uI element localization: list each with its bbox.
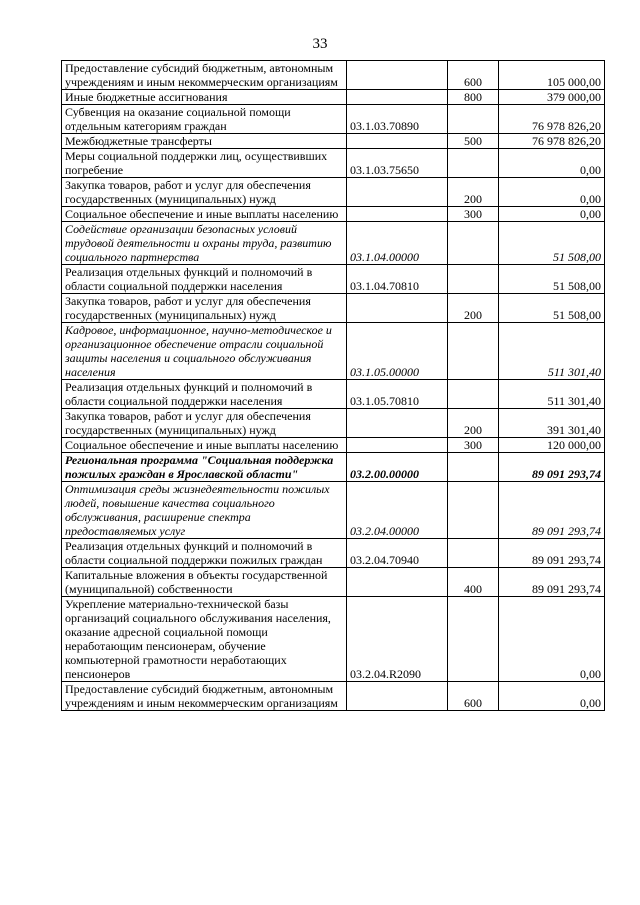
row-amount-text: 391 301,40	[547, 423, 601, 437]
row-amount-cell	[499, 323, 605, 380]
row-target-code-cell	[347, 682, 448, 711]
row-amount-text: 76 978 826,20	[532, 134, 601, 148]
row-target-code-text: 03.1.03.70890	[350, 119, 419, 133]
row-amount-cell	[499, 682, 605, 711]
row-amount-cell	[499, 149, 605, 178]
row-amount-cell	[499, 380, 605, 409]
row-target-code-cell	[347, 539, 448, 568]
table-row	[62, 222, 605, 265]
table-row	[62, 105, 605, 134]
row-amount-cell	[499, 134, 605, 149]
row-target-code-cell	[347, 90, 448, 105]
row-amount-cell	[499, 482, 605, 539]
row-amount-text: 89 091 293,74	[532, 582, 601, 596]
page-number: 33	[312, 36, 328, 52]
row-expense-type-cell	[448, 453, 499, 482]
row-expense-type-cell	[448, 409, 499, 438]
row-amount-text: 0,00	[580, 207, 601, 221]
row-amount-text: 51 508,00	[553, 308, 601, 322]
row-expense-type-text: 200	[464, 423, 482, 437]
table-row	[62, 90, 605, 105]
row-target-code-cell	[347, 105, 448, 134]
table-row	[62, 149, 605, 178]
row-expense-type-cell	[448, 265, 499, 294]
row-target-code-text: 03.2.04.R2090	[350, 667, 422, 681]
row-name-cell: Социальное обеспечение и иные выплаты населению	[62, 438, 347, 453]
row-expense-type-text: 300	[464, 207, 482, 221]
row-amount-text: 0,00	[580, 696, 601, 710]
row-amount-text: 511 301,40	[547, 394, 601, 408]
row-amount-text: 120 000,00	[547, 438, 601, 452]
row-expense-type-text: 300	[464, 438, 482, 452]
row-expense-type-text: 400	[464, 582, 482, 596]
row-amount-text: 0,00	[580, 667, 601, 681]
row-name-cell: Социальное обеспечение и иные выплаты населению	[62, 207, 347, 222]
row-amount-cell	[499, 105, 605, 134]
table-row	[62, 482, 605, 539]
row-target-code-cell	[347, 323, 448, 380]
row-amount-text: 105 000,00	[547, 75, 601, 89]
row-name-cell: Предоставление субсидий бюджетным, автономным учреждениям и иным некоммерческим организациям	[62, 61, 347, 90]
row-expense-type-cell	[448, 568, 499, 597]
row-name-cell: Региональная программа "Социальная поддержка пожилых граждан в Ярославской области"	[62, 453, 347, 482]
row-name-cell: Содействие организации безопасных условий трудовой деятельности и охраны труда, развитию социального партнерства	[62, 222, 347, 265]
table-row	[62, 568, 605, 597]
row-amount-cell	[499, 294, 605, 323]
row-expense-type-text: 800	[464, 90, 482, 104]
row-amount-cell	[499, 61, 605, 90]
row-amount-cell	[499, 568, 605, 597]
row-expense-type-text: 600	[464, 75, 482, 89]
row-name-cell: Иные бюджетные ассигнования	[62, 90, 347, 105]
row-expense-type-cell	[448, 134, 499, 149]
row-expense-type-cell	[448, 482, 499, 539]
row-expense-type-text: 200	[464, 308, 482, 322]
row-amount-text: 89 091 293,74	[532, 524, 601, 538]
row-target-code-cell	[347, 178, 448, 207]
row-name-cell: Меры социальной поддержки лиц, осуществивших погребение	[62, 149, 347, 178]
row-amount-text: 0,00	[580, 163, 601, 177]
table-row	[62, 207, 605, 222]
row-expense-type-cell	[448, 539, 499, 568]
row-expense-type-cell	[448, 90, 499, 105]
row-amount-cell	[499, 265, 605, 294]
row-target-code-cell	[347, 409, 448, 438]
row-name-cell: Реализация отдельных функций и полномочий в области социальной поддержки пожилых граждан	[62, 539, 347, 568]
row-name-cell: Закупка товаров, работ и услуг для обеспечения государственных (муниципальных) нужд	[62, 294, 347, 323]
row-amount-cell	[499, 222, 605, 265]
row-target-code-cell	[347, 222, 448, 265]
row-target-code-text: 03.1.04.70810	[350, 279, 419, 293]
row-target-code-cell	[347, 61, 448, 90]
row-target-code-cell	[347, 265, 448, 294]
row-target-code-text: 03.2.04.00000	[350, 524, 419, 538]
row-name-cell: Оптимизация среды жизнедеятельности пожилых людей, повышение качества социального обслуживания, расширение спектра предоставляемых услуг	[62, 482, 347, 539]
row-amount-text: 51 508,00	[553, 279, 601, 293]
row-amount-cell	[499, 207, 605, 222]
row-expense-type-cell	[448, 207, 499, 222]
row-name-cell: Кадровое, информационное, научно-методическое и организационное обеспечение отрасли социальной защиты населения и социального обслуживания населения	[62, 323, 347, 380]
table-row	[62, 539, 605, 568]
row-expense-type-text: 200	[464, 192, 482, 206]
row-target-code-cell	[347, 597, 448, 682]
table-row	[62, 380, 605, 409]
row-name-cell: Субвенция на оказание социальной помощи отдельным категориям граждан	[62, 105, 347, 134]
row-expense-type-cell	[448, 105, 499, 134]
row-expense-type-cell	[448, 682, 499, 711]
row-amount-cell	[499, 178, 605, 207]
row-amount-cell	[499, 539, 605, 568]
row-amount-text: 511 301,40	[547, 365, 601, 379]
row-name-cell: Реализация отдельных функций и полномочий в области социальной поддержки населения	[62, 380, 347, 409]
row-target-code-text: 03.1.03.75650	[350, 163, 419, 177]
row-amount-text: 379 000,00	[547, 90, 601, 104]
row-name-cell: Закупка товаров, работ и услуг для обеспечения государственных (муниципальных) нужд	[62, 178, 347, 207]
table-row	[62, 294, 605, 323]
budget-table	[61, 60, 605, 711]
table-row	[62, 265, 605, 294]
row-amount-cell	[499, 438, 605, 453]
table-row	[62, 61, 605, 90]
row-amount-text: 76 978 826,20	[532, 119, 601, 133]
row-target-code-cell	[347, 149, 448, 178]
budget-table-body	[62, 61, 605, 711]
row-expense-type-cell	[448, 438, 499, 453]
row-target-code-text: 03.2.00.00000	[350, 467, 419, 481]
row-target-code-cell	[347, 568, 448, 597]
row-target-code-cell	[347, 380, 448, 409]
row-expense-type-text: 500	[464, 134, 482, 148]
row-amount-cell	[499, 409, 605, 438]
row-target-code-text: 03.2.04.70940	[350, 553, 419, 567]
table-row	[62, 682, 605, 711]
table-row	[62, 409, 605, 438]
row-expense-type-cell	[448, 222, 499, 265]
table-row	[62, 323, 605, 380]
table-row	[62, 438, 605, 453]
row-expense-type-cell	[448, 149, 499, 178]
row-amount-text: 0,00	[580, 192, 601, 206]
row-amount-cell	[499, 90, 605, 105]
row-name-cell: Предоставление субсидий бюджетным, автономным учреждениям и иным некоммерческим организациям	[62, 682, 347, 711]
row-expense-type-text: 600	[464, 696, 482, 710]
table-row	[62, 453, 605, 482]
row-expense-type-cell	[448, 294, 499, 323]
row-target-code-text: 03.1.05.00000	[350, 365, 419, 379]
row-expense-type-cell	[448, 597, 499, 682]
table-row	[62, 134, 605, 149]
table-row	[62, 597, 605, 682]
row-name-cell: Укрепление материально-технической базы организаций социального обслуживания населения, оказание адресной социальной помощи неработающим пенсионерам, обучение компьютерной грамотности неработающих пенсионеров	[62, 597, 347, 682]
row-amount-text: 89 091 293,74	[532, 553, 601, 567]
row-target-code-cell	[347, 134, 448, 149]
row-amount-text: 89 091 293,74	[532, 467, 601, 481]
row-expense-type-cell	[448, 178, 499, 207]
row-amount-cell	[499, 597, 605, 682]
row-name-cell: Закупка товаров, работ и услуг для обеспечения государственных (муниципальных) нужд	[62, 409, 347, 438]
row-target-code-cell	[347, 207, 448, 222]
row-target-code-cell	[347, 453, 448, 482]
row-target-code-cell	[347, 438, 448, 453]
row-expense-type-cell	[448, 61, 499, 90]
row-target-code-cell	[347, 482, 448, 539]
row-expense-type-cell	[448, 323, 499, 380]
row-name-cell: Межбюджетные трансферты	[62, 134, 347, 149]
row-expense-type-cell	[448, 380, 499, 409]
row-target-code-text: 03.1.04.00000	[350, 250, 419, 264]
row-name-cell: Капитальные вложения в объекты государственной (муниципальной) собственности	[62, 568, 347, 597]
row-amount-cell	[499, 453, 605, 482]
row-target-code-cell	[347, 294, 448, 323]
row-target-code-text: 03.1.05.70810	[350, 394, 419, 408]
row-name-cell: Реализация отдельных функций и полномочий в области социальной поддержки населения	[62, 265, 347, 294]
table-row	[62, 178, 605, 207]
row-amount-text: 51 508,00	[553, 250, 601, 264]
